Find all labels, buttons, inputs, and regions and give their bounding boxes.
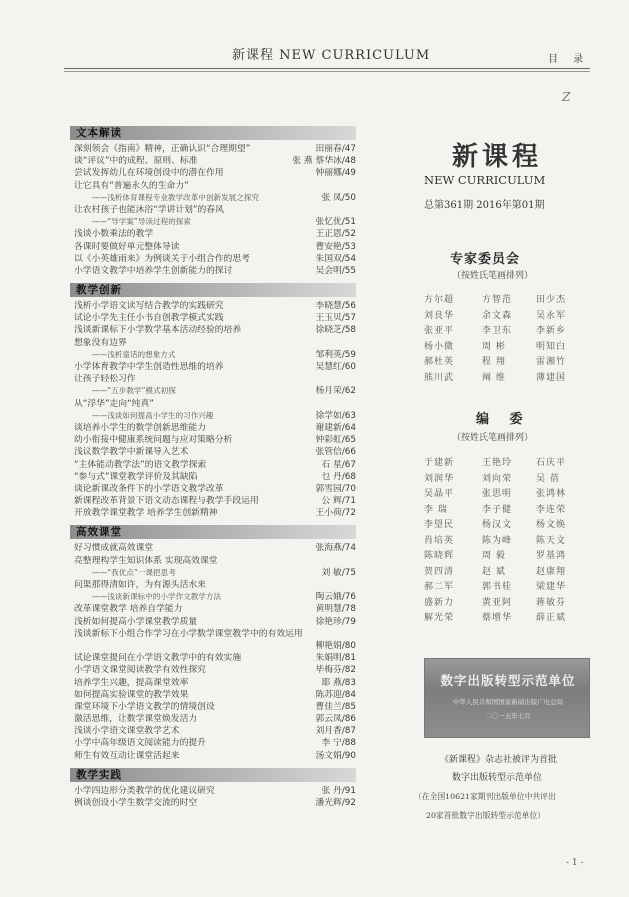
toc-entry-author-page: 郭雪园/70: [315, 483, 356, 494]
toc-entry-title: 谈“评议”中的成程、原则、标准: [74, 156, 198, 167]
member-name: 张思明: [482, 489, 513, 499]
member-name: 杨汉文: [482, 520, 513, 530]
toc-entry-title: 例谈创设小学生数学交流的时空: [74, 798, 198, 808]
toc-entry-author-page: 张 凤/50: [321, 192, 356, 203]
toc-entry-title: 试论课堂提问在小学语文教学中的有效实施: [74, 653, 242, 664]
section-label: 目 录: [548, 54, 590, 65]
member-name: 蒋敏芬: [536, 597, 567, 608]
toc-entry-title: 小学中高年级语文阅读能力的提升: [74, 738, 206, 749]
toc-entry[interactable]: [70, 471, 356, 483]
editors-title: 编 委: [476, 412, 531, 427]
toc-entry-author-page: 刘 敏/75: [321, 567, 356, 578]
toc-entry-title: 想象没有边界: [74, 337, 127, 348]
member-name: 程 翔: [482, 357, 506, 367]
masthead-title-cn: 新课程: [452, 142, 543, 172]
member-name: 解光荣: [424, 613, 455, 623]
toc-entry[interactable]: [70, 507, 356, 519]
toc-entry-author-page: 张 丹/91: [321, 785, 356, 796]
name-row: [424, 292, 604, 308]
toc-entry-author-page: 徐晓芝/58: [315, 325, 356, 336]
toc-entry-author-page: 刘月香/87: [315, 726, 356, 737]
toc-entry-author-page: 石 星/67: [321, 459, 356, 470]
toc-entry-author-page: 田丽春/47: [315, 144, 356, 154]
toc-entry-author-page: 汤文娟/90: [315, 750, 356, 761]
toc-entry-title: “主体能动教学法”的语文教学探索: [74, 459, 207, 470]
toc-entry[interactable]: [70, 204, 356, 216]
toc-entry[interactable]: [70, 797, 356, 809]
toc-entry-title: 深刻领会《指南》精神，正确认识“合理期望”: [74, 144, 251, 154]
toc-entry-author-page: 钟丽娜/49: [315, 168, 356, 179]
toc-entry-title: 小学体育教学中学生创造性思维的培养: [74, 362, 224, 372]
toc-entry-author-page: 张 燕 蔡华冰/48: [292, 156, 356, 167]
toc-entry[interactable]: [70, 410, 356, 422]
page-number: - 1 -: [566, 858, 584, 868]
toc-entry-title: 尝试发挥幼儿在环境创设中的潜在作用: [74, 168, 224, 179]
member-name: 刘良华: [424, 310, 455, 321]
toc-entry-author-page: 公 辉/71: [321, 496, 356, 507]
toc-entry[interactable]: [70, 628, 356, 640]
toc-entry-author-page: 陶云娥/76: [315, 592, 356, 603]
member-name: 刘润华: [424, 473, 455, 484]
toc-entry[interactable]: [70, 785, 356, 797]
section-header-label: 文本解读: [76, 127, 122, 139]
toc-entry-subtitle: ——浅析体育课程专业教学改革中创新发展之探究: [92, 192, 260, 202]
member-name: 郭书桂: [482, 582, 513, 592]
toc-entry-subtitle: ——“五步教学”模式初探: [92, 386, 176, 396]
section-header: [70, 283, 356, 297]
member-name: 阐 维: [482, 372, 506, 383]
toc-entry[interactable]: [70, 616, 356, 628]
toc-entry[interactable]: [70, 434, 356, 446]
member-name: 李新乡: [536, 326, 567, 336]
toc-entry[interactable]: [70, 555, 356, 567]
member-name: 石庆平: [536, 458, 567, 468]
toc-entry-author-page: 张海燕/74: [315, 543, 356, 554]
toc-entry-author-page: 李晓慧/56: [315, 301, 356, 312]
toc-entry-author-page: 吴慧红/60: [315, 362, 356, 372]
toc-entry-title: 小学语文课堂阅读教学有效性探究: [74, 665, 206, 676]
toc-entry[interactable]: [70, 192, 356, 204]
toc-entry[interactable]: [70, 603, 356, 615]
toc-entry-author-page: 李 宁/88: [321, 738, 356, 749]
toc-entry-title: 各课时要做好单元整体导读: [74, 241, 180, 252]
toc-entry[interactable]: [70, 349, 356, 361]
toc-entry-subtitle: ——浅谈如何提高小学生的习作兴趣: [92, 410, 214, 420]
member-name: 张亚平: [424, 326, 455, 336]
member-name: 吴永军: [536, 310, 567, 321]
name-row: [424, 471, 604, 487]
toc-entry[interactable]: [70, 422, 356, 434]
toc-entry-title: 培养学生兴趣，提高课堂效率: [74, 677, 189, 688]
toc-entry-subtitle: ——浅析童话的想象方式: [92, 349, 176, 359]
member-name: 陈天文: [536, 535, 567, 546]
toc-entry[interactable]: [70, 640, 356, 652]
toc-entry[interactable]: [70, 337, 356, 349]
name-row: [424, 308, 604, 324]
toc-entry[interactable]: [70, 542, 356, 554]
toc-entry-author-page: 郭云凤/86: [315, 714, 356, 725]
name-row: [424, 610, 604, 626]
toc-entry[interactable]: [70, 228, 356, 240]
committee-names: [424, 292, 604, 385]
toc-entry[interactable]: [70, 483, 356, 495]
banner-date: 二〇一五年七月: [485, 712, 531, 720]
toc-entry-title: 课堂环境下小学语文教学的情境创设: [74, 701, 215, 712]
toc-entry[interactable]: [70, 652, 356, 664]
member-name: 周 彬: [482, 341, 506, 352]
member-name: 郝杜英: [424, 357, 455, 367]
toc-entry[interactable]: [70, 737, 356, 749]
member-name: 田少杰: [536, 295, 567, 305]
section-header: [70, 768, 356, 782]
toc-entry[interactable]: [70, 677, 356, 689]
toc-entry-title: 亮整理构学生知识体系 实现高效课堂: [74, 555, 218, 566]
member-name: 李望民: [424, 520, 455, 530]
toc-entry-title: 小学语文教学中培养学生创新能力的探讨: [74, 265, 233, 276]
name-row: [424, 486, 604, 502]
toc-entry[interactable]: [70, 591, 356, 603]
toc-entry[interactable]: [70, 725, 356, 737]
toc-entry[interactable]: [70, 373, 356, 385]
member-name: 梁建华: [536, 582, 567, 592]
name-row: [424, 533, 604, 549]
toc-entry-author-page: 耶 燕/83: [321, 677, 356, 688]
toc-entry-title: 幼小衔接中健康系统问题与应对策略分析: [74, 435, 233, 446]
name-row: [424, 517, 604, 533]
header-rule: [64, 68, 590, 69]
section-header-label: 教学实践: [76, 768, 122, 781]
section-header-label: 高效课堂: [76, 526, 122, 539]
banner-title: 数字出版转型示范单位: [440, 673, 576, 688]
issue-number: 总第361期 2016年第01期: [424, 200, 545, 211]
member-name: 方智范: [482, 295, 513, 305]
name-row: [424, 339, 604, 355]
toc-entry-title: 让孩子轻松习作: [74, 374, 136, 385]
toc-entry-title: 浅析如何提高小学课堂教学质量: [74, 616, 198, 627]
toc-entry-author-page: 毕梅芬/82: [315, 665, 356, 676]
toc-entry-author-page: 谢建新/64: [315, 422, 356, 433]
toc-entry-subtitle: ——“我优点”一课把思考: [92, 567, 176, 577]
name-row: [424, 323, 604, 339]
member-name: 李子健: [482, 504, 513, 515]
toc-entry-author-page: 钟彩虹/65: [315, 435, 356, 446]
name-row: [424, 354, 604, 370]
toc-entry-title: 试论小学先主任小书自创教学模式实践: [74, 313, 224, 324]
name-row: [424, 502, 604, 518]
toc-entry-author-page: 邹利英/59: [315, 349, 356, 360]
toc-entry[interactable]: [70, 180, 356, 192]
member-name: 薛正斌: [536, 613, 567, 623]
member-name: 盛新力: [424, 597, 455, 608]
toc-entry[interactable]: [70, 241, 356, 253]
toc-entry[interactable]: [70, 312, 356, 324]
masthead-title-en: NEW CURRICULUM: [424, 173, 546, 187]
toc-entry-title: 让它具有“普遍永久的生命力”: [74, 180, 189, 191]
toc-entry[interactable]: [70, 664, 356, 676]
toc-entry[interactable]: [70, 750, 356, 762]
toc-entry-title: “参与式”课堂教学评价及其缺陷: [74, 471, 198, 482]
toc-entry-title: 好习惯成就高效课堂: [74, 543, 154, 554]
member-name: 肖培英: [424, 535, 455, 546]
toc-entry[interactable]: [70, 385, 356, 397]
toc-entry[interactable]: [70, 361, 356, 373]
member-name: 杨小微: [424, 341, 455, 352]
toc-entry-author-page: 潘光辉/92: [315, 798, 356, 808]
toc-entry-author-page: 朱国双/54: [315, 253, 356, 264]
toc-entry-author-page: 乜 丹/68: [321, 471, 356, 482]
name-row: [424, 595, 604, 611]
toc-entry-title: 激活思维，让数学课堂焕发活力: [74, 714, 198, 725]
header-rule-secondary: [64, 71, 590, 72]
member-name: 郝二军: [424, 582, 455, 592]
member-name: 周 毅: [482, 551, 506, 561]
toc-entry-author-page: 王正恩/52: [315, 229, 356, 240]
award-caption-line1: 《新课程》杂志社被评为首批: [440, 755, 558, 765]
toc-entry[interactable]: [70, 495, 356, 507]
toc-entry-author-page: 陈苏迎/84: [315, 689, 356, 700]
toc-entry[interactable]: [70, 253, 356, 265]
toc-entry[interactable]: [70, 155, 356, 167]
toc-entry-title: 新课程改革背景下语文动态课程与教学手段运用: [74, 496, 259, 507]
toc-entry-title: 浅议数学教学中新课导入艺术: [74, 447, 189, 458]
toc-entry-author-page: 朱娟明/81: [315, 653, 356, 664]
member-name: 赵康翔: [536, 566, 567, 577]
toc-entry[interactable]: [70, 143, 356, 155]
toc-entry[interactable]: [70, 689, 356, 701]
member-name: 杨文焕: [536, 520, 567, 530]
toc-entry[interactable]: [70, 324, 356, 336]
toc-entry[interactable]: [70, 459, 356, 471]
section-header: [70, 126, 356, 140]
award-caption-line2: 数字出版转型示范单位: [452, 773, 543, 783]
toc-entry-title: 从“浮华”走向“纯真”: [74, 398, 154, 409]
committee-title: 专家委员会: [450, 252, 521, 267]
toc-entry-title: 浅谈小学语文课堂教学艺术: [74, 726, 180, 737]
toc-entry[interactable]: [70, 167, 356, 179]
member-name: 薄建国: [536, 372, 567, 383]
banner-issuer: 中华人民共和国国家新闻出版广电总局: [452, 698, 564, 706]
member-name: 王艳玲: [482, 458, 513, 468]
member-name: 黄亚阿: [482, 597, 513, 608]
member-name: 陈为峰: [482, 535, 513, 546]
member-name: 明知白: [536, 341, 567, 352]
committee-note: （按姓氏笔画排列）: [452, 271, 534, 281]
name-row: [424, 370, 604, 386]
member-name: 刘向荣: [482, 473, 513, 484]
award-caption-line4: 20家首批数字出版转型示范单位）: [426, 811, 546, 820]
toc-entry-author-page: 曹佳兰/85: [315, 701, 356, 712]
toc-entry[interactable]: [70, 579, 356, 591]
toc-entry-author-page: 王小荷/72: [315, 508, 356, 519]
toc-entry-author-page: 吴会明/55: [315, 265, 356, 276]
member-name: 蔡增华: [482, 613, 513, 623]
member-name: 吴晶平: [424, 489, 455, 499]
toc-entry-author-page: 王玉贝/57: [315, 313, 356, 324]
toc-entry-author-page: 柳艳娟/80: [315, 640, 356, 651]
member-name: 张鸿林: [536, 489, 567, 499]
toc-entry-subtitle: ——“导学案”导读过程的探索: [92, 217, 191, 227]
toc-entry-title: 浅谈新课标下小学数学基本活动经验的培养: [74, 325, 242, 336]
toc-entry[interactable]: [70, 701, 356, 713]
member-name: 罗基鸿: [536, 551, 567, 561]
section-header-label: 教学创新: [76, 284, 122, 297]
toc-entry-author-page: 杨月荣/62: [315, 386, 356, 397]
toc-entry-title: 谈培养小学生的数学创新思维能力: [74, 422, 206, 433]
toc-entry-author-page: 曹安艳/53: [315, 241, 356, 252]
member-name: 李连荣: [536, 504, 567, 515]
toc-entry-title: 问渠那得清如许，为有源头活水来: [74, 580, 206, 590]
toc-entry-author-page: 徐艳珍/79: [315, 616, 356, 627]
member-name: 吴 蓓: [536, 473, 560, 484]
award-caption-line3: （在全国10621家期刊出版单位中共评出: [414, 792, 556, 801]
corner-mark: Z: [562, 90, 571, 104]
member-name: 李 瑞: [424, 504, 448, 515]
toc-entry[interactable]: [70, 300, 356, 312]
toc-entry-title: 开放教学课堂教学 培养学生创新精神: [74, 508, 218, 519]
name-row: [424, 455, 604, 471]
toc-entry[interactable]: [70, 398, 356, 410]
toc-entry-title: 浅析小学语文读写结合教学的实践研究: [74, 301, 224, 312]
toc-entry-author-page: 徐学如/63: [315, 410, 356, 421]
toc-entry-title: 谈论新课改条件下的小学语文教学改革: [74, 483, 224, 494]
member-name: 方尔超: [424, 295, 455, 305]
toc-entry-title: 浅谈新标下小组合作学习在小学数学课堂教学中的有效运用: [74, 628, 303, 639]
toc-entry[interactable]: [70, 265, 356, 277]
member-name: 余文森: [482, 310, 513, 321]
member-name: 陈晓辉: [424, 551, 455, 561]
toc-entry[interactable]: [70, 713, 356, 725]
toc-entry-subtitle: ——浅谈新课标中的小学作文教学方法: [92, 592, 222, 602]
name-row: [424, 579, 604, 595]
toc-entry-title: 以《小英雄雨来》为例谈关于小组合作的思考: [74, 253, 250, 264]
editors-names: [424, 455, 604, 626]
journal-header-title: 新课程 NEW CURRICULUM: [232, 48, 431, 63]
name-row: [424, 548, 604, 564]
toc-entry-title: 师生有效互动让课堂活起来: [74, 750, 180, 761]
name-row: [424, 564, 604, 580]
member-name: 雷湘竹: [536, 357, 567, 367]
toc-entry-author-page: 黄明慧/78: [315, 604, 356, 615]
editors-note: （按姓氏笔画排列）: [452, 433, 534, 443]
toc-entry-title: 如何提高实验课堂的教学效果: [74, 689, 189, 700]
member-name: 赵 斌: [482, 566, 506, 577]
table-of-contents: [70, 120, 356, 809]
toc-entry[interactable]: [70, 567, 356, 579]
member-name: 熊川武: [424, 372, 455, 383]
member-name: 李卫东: [482, 326, 513, 336]
member-name: 于建新: [424, 458, 455, 468]
toc-entry-title: 浅谈小数乘法的教学: [74, 229, 154, 240]
toc-entry-title: 让农村孩子也能沐浴“学讲计划”的春风: [74, 204, 224, 215]
toc-entry[interactable]: [70, 446, 356, 458]
award-banner: [424, 658, 590, 738]
member-name: 贺四清: [424, 566, 455, 577]
toc-entry-title: 小学四边形分类教学的优化建议研究: [74, 785, 215, 796]
toc-entry-author-page: 张管信/66: [315, 447, 356, 458]
toc-entry[interactable]: [70, 216, 356, 228]
toc-entry-title: 改革课堂教学 培养自学能力: [74, 604, 183, 615]
section-header: [70, 525, 356, 539]
toc-entry-author-page: 张忆优/51: [315, 217, 356, 228]
